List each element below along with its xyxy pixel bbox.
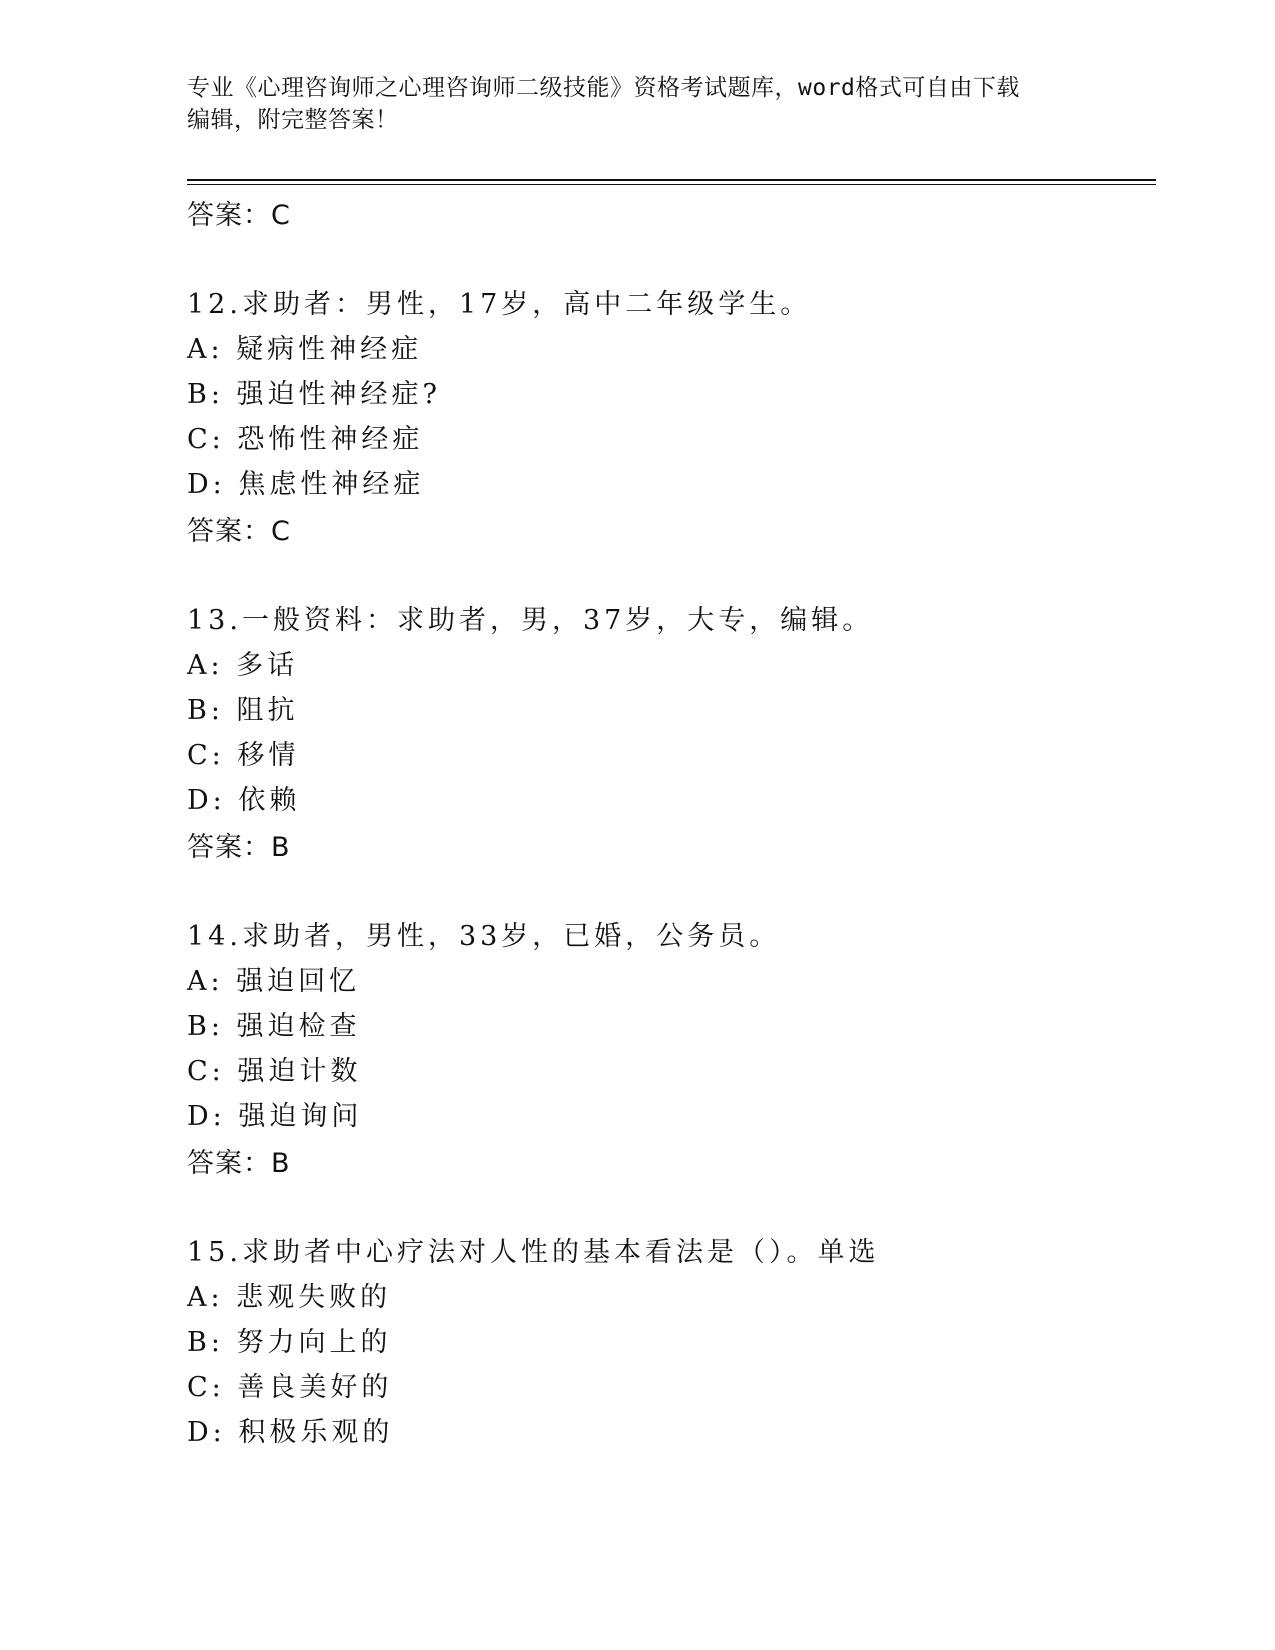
header-divider-thick — [187, 179, 1156, 181]
question-14-option-d: D: 强迫询问 — [187, 1101, 363, 1132]
question-12-option-b: B: 强迫性神经症? — [187, 379, 441, 410]
question-15-option-a: A: 悲观失败的 — [187, 1282, 392, 1313]
question-15-text: 15.求助者中心疗法对人性的基本看法是（）。单选 — [187, 1237, 880, 1268]
question-14-text: 14.求助者，男性，33岁，已婚，公务员。 — [187, 921, 781, 952]
answer-label: 答案：B — [187, 832, 291, 863]
question-13-option-b: B: 阻抗 — [187, 695, 299, 726]
question-13-option-a: A: 多话 — [187, 650, 299, 681]
question-14-option-c: C: 强迫计数 — [187, 1056, 362, 1087]
question-15-option-b: B: 努力向上的 — [187, 1327, 392, 1358]
question-15-option-d: D: 积极乐观的 — [187, 1417, 394, 1448]
question-13-option-d: D: 依赖 — [187, 785, 301, 816]
header-line-2: 编辑，附完整答案！ — [187, 107, 399, 133]
question-14-option-b: B: 强迫检查 — [187, 1011, 361, 1042]
question-12-option-d: D: 焦虑性神经症 — [187, 469, 425, 500]
header-line-1: 专业《心理咨询师之心理咨询师二级技能》资格考试题库，word格式可自由下载 — [187, 75, 1020, 101]
answer-label: 答案：B — [187, 1148, 291, 1179]
document-header — [187, 72, 1087, 136]
answer-label: 答案：C — [187, 516, 291, 547]
question-14-option-a: A: 强迫回忆 — [187, 966, 361, 997]
question-12-text: 12.求助者：男性，17岁，高中二年级学生。 — [187, 289, 812, 320]
answer-label: 答案：C — [187, 200, 291, 231]
question-13-option-c: C: 移情 — [187, 740, 300, 771]
header-divider-thin — [187, 184, 1156, 185]
question-15-option-c: C: 善良美好的 — [187, 1372, 393, 1403]
question-13-text: 13.一般资料：求助者，男，37岁，大专，编辑。 — [187, 605, 874, 636]
question-12-option-c: C: 恐怖性神经症 — [187, 424, 424, 455]
question-12-option-a: A: 疑病性神经症 — [187, 334, 423, 365]
